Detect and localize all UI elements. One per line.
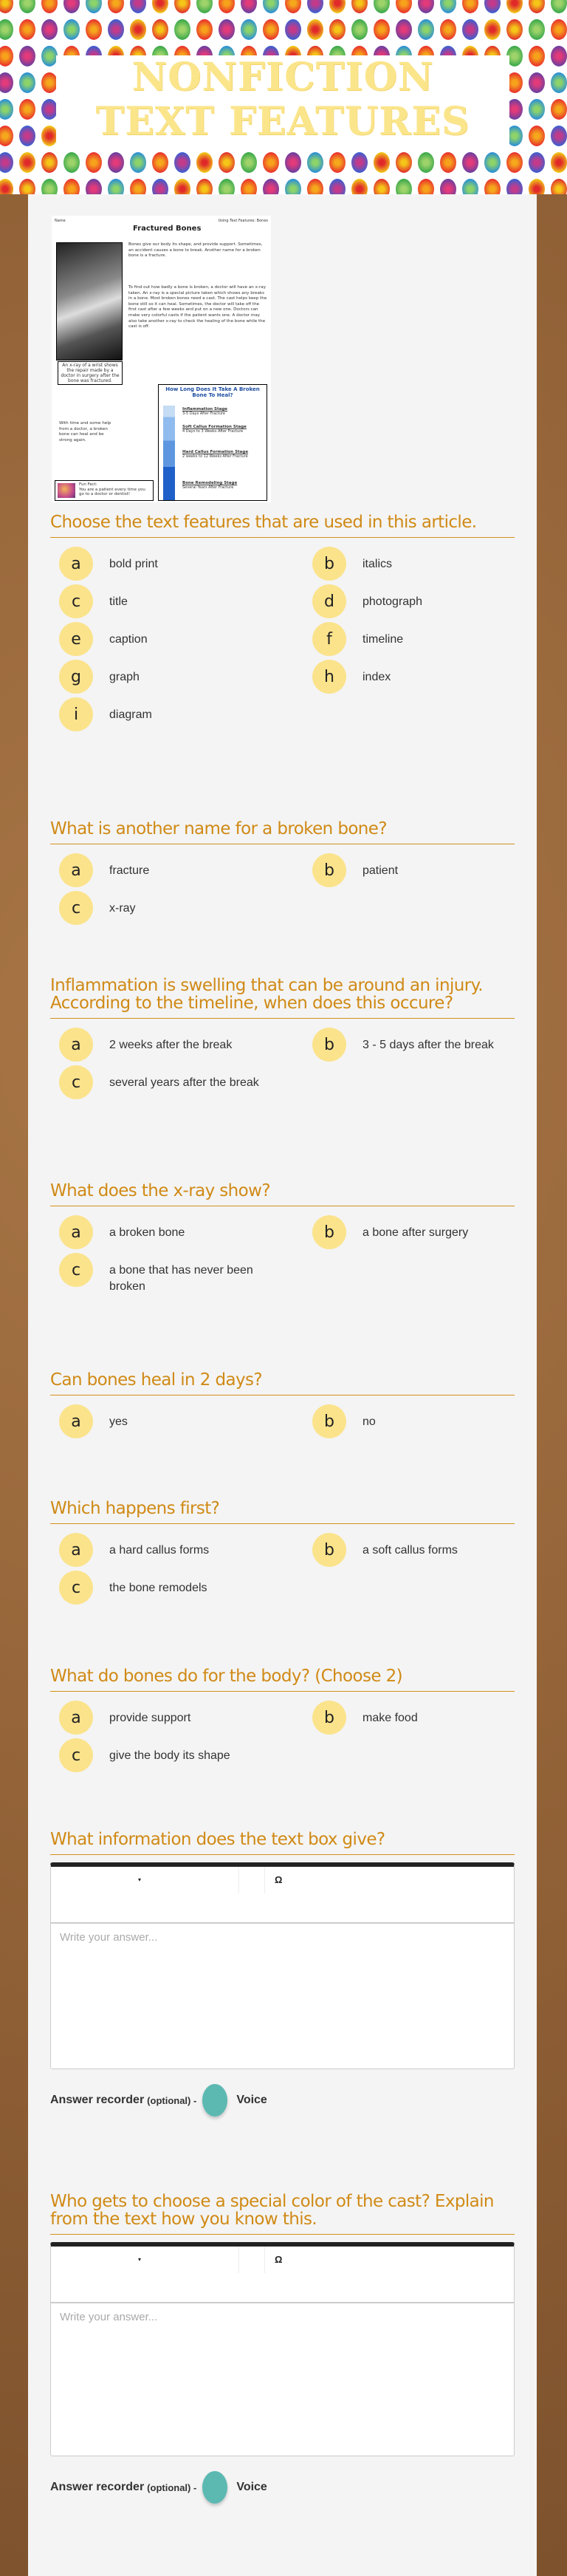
dot — [152, 0, 168, 13]
dot — [130, 152, 146, 173]
option-letter: g — [59, 660, 93, 694]
dot — [174, 19, 190, 40]
timeline-stage: Inflammation Stage 3-5 Days After Fracture — [182, 407, 228, 416]
option-letter: a — [59, 1533, 93, 1567]
option-letter: c — [59, 1253, 93, 1287]
option-text: patient — [362, 864, 399, 877]
dot — [0, 126, 13, 146]
question-title: Choose the text features that are used in this article. — [50, 513, 515, 538]
title-line-1: NONFICTION — [131, 55, 434, 100]
option-letter: i — [59, 697, 93, 731]
answer-option-a[interactable] — [59, 1701, 312, 1735]
question-title: Who gets to choose a special color of the cast? Explain from the text how you know this. — [50, 2193, 515, 2235]
dot — [263, 19, 279, 40]
answer-placeholder: Write your answer... — [60, 2311, 158, 2323]
dot — [41, 99, 58, 120]
question-2 — [50, 820, 515, 925]
question-title: What information does the text box give? — [50, 1831, 515, 1855]
dot — [63, 19, 80, 40]
answer-option-b[interactable] — [312, 547, 523, 581]
worksheet-subtitle: Using Text Features: Bones — [218, 219, 268, 223]
dot — [108, 152, 124, 173]
dot — [418, 179, 434, 194]
dot — [263, 152, 279, 173]
dot — [196, 19, 213, 40]
dot — [462, 19, 478, 40]
dot — [63, 179, 80, 194]
editor-toolbar — [51, 2247, 514, 2303]
option-text: x-ray — [109, 902, 136, 915]
dot — [506, 152, 523, 173]
answer-option-h[interactable] — [312, 660, 523, 694]
option-letter: a — [59, 1404, 93, 1438]
dot — [329, 0, 346, 13]
dot — [41, 179, 58, 194]
answer-recorder — [50, 2471, 515, 2504]
dot — [551, 152, 567, 173]
recorder-label: Answer recorder — [50, 2481, 145, 2493]
option-text: 2 weeks after the break — [109, 1039, 233, 1051]
option-letter: c — [59, 891, 93, 925]
dot — [152, 19, 168, 40]
question-4 — [50, 1182, 515, 1295]
option-letter: h — [312, 660, 346, 694]
question-title: Which happens first? — [50, 1500, 515, 1524]
dot — [0, 19, 13, 40]
dot — [440, 179, 456, 194]
open-question-2 — [50, 2193, 515, 2504]
dot — [351, 152, 368, 173]
chevron-down-icon: ▾ — [138, 1876, 142, 1883]
option-text: a hard callus forms — [109, 1544, 210, 1557]
voice-label: Voice — [236, 2094, 267, 2106]
option-letter: a — [59, 853, 93, 887]
answer-editor — [50, 2242, 515, 2456]
timeline-stage: Soft Callus Formation Stage 4 Days to 3 Weeks After Fracture — [182, 425, 247, 434]
dot — [462, 0, 478, 13]
dot — [196, 152, 213, 173]
question-title: What is another name for a broken bone? — [50, 820, 515, 844]
option-text: a bone that has never been broken — [109, 1264, 253, 1293]
editor-toolbar — [51, 1867, 514, 1924]
dot — [41, 0, 58, 13]
option-text: give the body its shape — [109, 1749, 230, 1762]
option-text: several years after the break — [109, 1076, 259, 1089]
dot — [484, 179, 501, 194]
recorder-optional: (optional) - — [147, 2481, 197, 2493]
answer-option-a[interactable] — [59, 547, 312, 581]
answer-option-c[interactable] — [59, 584, 312, 618]
question-title: Inflammation is swelling that can be around an injury. According to the timeline, when does this occure? — [50, 977, 515, 1019]
dot — [462, 152, 478, 173]
answer-option-a[interactable] — [59, 1533, 312, 1567]
question-3 — [50, 977, 515, 1099]
dot — [440, 19, 456, 40]
voice-label: Voice — [236, 2481, 267, 2493]
option-text: fracture — [109, 864, 150, 877]
option-text: the bone remodels — [109, 1582, 207, 1594]
dot — [307, 0, 323, 13]
option-text: caption — [109, 633, 148, 646]
dot — [86, 179, 102, 194]
option-text: make food — [362, 1712, 418, 1724]
dot — [351, 0, 368, 13]
dot — [329, 19, 346, 40]
name-label: Name — [55, 219, 66, 223]
dot — [551, 0, 567, 13]
dot — [551, 19, 567, 40]
dot — [307, 152, 323, 173]
option-letter: b — [312, 547, 346, 581]
answer-option-b[interactable] — [312, 1701, 523, 1735]
question-5 — [50, 1371, 515, 1438]
page-title — [56, 55, 509, 148]
dot — [285, 179, 301, 194]
dot — [174, 0, 190, 13]
answer-option-b[interactable] — [312, 1404, 523, 1438]
dot — [41, 46, 58, 66]
answer-textarea[interactable] — [51, 1924, 514, 2068]
special-character-button[interactable]: Ω — [275, 1874, 283, 1885]
dot — [529, 99, 545, 120]
special-character-button[interactable]: Ω — [275, 2254, 283, 2265]
dot — [0, 99, 13, 120]
dot — [219, 0, 235, 13]
answer-option-f[interactable] — [312, 622, 523, 656]
option-text: title — [109, 595, 128, 608]
dot — [241, 19, 257, 40]
dot — [219, 19, 235, 40]
answer-option-c[interactable] — [59, 1253, 312, 1295]
answer-placeholder: Write your answer... — [60, 1931, 158, 1944]
option-letter: c — [59, 584, 93, 618]
dot — [174, 179, 190, 194]
dot — [351, 19, 368, 40]
dot — [0, 179, 13, 194]
dot — [108, 19, 124, 40]
option-letter: b — [312, 1404, 346, 1438]
timeline-title: How Long Does It Take A Broken Bone To Heal? — [165, 386, 260, 398]
dot — [41, 19, 58, 40]
dot — [86, 19, 102, 40]
option-letter: a — [59, 1028, 93, 1062]
answer-option-d[interactable] — [312, 584, 523, 618]
title-line-2: TEXT FEATURES — [95, 99, 470, 144]
format-dropdown[interactable] — [51, 1867, 239, 1893]
dot — [241, 0, 257, 13]
record-voice-button[interactable] — [202, 2471, 227, 2504]
timeline-bar — [163, 406, 175, 500]
dot — [329, 179, 346, 194]
chevron-down-icon: ▾ — [138, 2256, 142, 2263]
xray-photo — [56, 242, 123, 361]
option-letter: b — [312, 1701, 346, 1735]
dot — [529, 19, 545, 40]
dot — [551, 46, 567, 66]
answer-option-a[interactable] — [59, 1215, 312, 1249]
dot — [19, 19, 35, 40]
dot — [108, 0, 124, 13]
dot — [41, 152, 58, 173]
dot — [529, 179, 545, 194]
option-text: index — [362, 671, 391, 683]
option-letter: c — [59, 1571, 93, 1605]
dot — [19, 179, 35, 194]
dot — [219, 152, 235, 173]
dot — [484, 19, 501, 40]
dot — [219, 179, 235, 194]
answer-option-i[interactable] — [59, 697, 312, 731]
answer-option-g[interactable] — [59, 660, 312, 694]
dot — [130, 179, 146, 194]
dot — [506, 0, 523, 13]
dot — [196, 179, 213, 194]
dot — [152, 152, 168, 173]
dot — [285, 0, 301, 13]
dot — [396, 19, 412, 40]
fun-fact-box: Fun Fact: You are a patient every time you go to a doctor or dentist! — [55, 480, 154, 501]
dot — [307, 179, 323, 194]
question-6 — [50, 1500, 515, 1605]
dot — [0, 72, 13, 93]
format-dropdown[interactable] — [51, 2247, 239, 2273]
dot — [63, 0, 80, 13]
answer-option-b[interactable] — [312, 1533, 523, 1567]
option-text: yes — [109, 1415, 128, 1428]
dot — [551, 179, 567, 194]
dot — [263, 0, 279, 13]
answer-option-c[interactable] — [59, 1065, 312, 1099]
answer-option-a[interactable] — [59, 1028, 312, 1062]
option-letter: b — [312, 853, 346, 887]
dot — [130, 19, 146, 40]
answer-option-b[interactable] — [312, 853, 523, 887]
option-text: diagram — [109, 708, 152, 721]
answer-option-e[interactable] — [59, 622, 312, 656]
option-text: 3 - 5 days after the break — [362, 1039, 494, 1051]
question-title: What do bones do for the body? (Choose 2) — [50, 1667, 515, 1692]
option-text: provide support — [109, 1712, 191, 1724]
dot — [307, 19, 323, 40]
option-text: graph — [109, 671, 140, 683]
answer-recorder — [50, 2084, 515, 2117]
dot — [241, 179, 257, 194]
option-text: no — [362, 1415, 376, 1428]
dot — [551, 72, 567, 93]
dot — [152, 179, 168, 194]
dot — [484, 152, 501, 173]
option-letter: b — [312, 1533, 346, 1567]
dot — [418, 0, 434, 13]
dot — [396, 0, 412, 13]
dot — [174, 152, 190, 173]
option-text: bold print — [109, 558, 158, 570]
answer-option-c[interactable] — [59, 1738, 312, 1772]
option-text: a broken bone — [109, 1226, 185, 1239]
open-question-1 — [50, 1831, 515, 2117]
recorder-label: Answer recorder — [50, 2094, 145, 2106]
paragraph-3: With time and some help from a doctor, a broken bone can heal and be strong again. — [59, 421, 111, 443]
dot — [506, 179, 523, 194]
record-voice-button[interactable] — [202, 2084, 227, 2117]
option-letter: b — [312, 1028, 346, 1062]
dot — [529, 72, 545, 93]
dot — [551, 126, 567, 146]
option-letter: a — [59, 1215, 93, 1249]
paragraph-2: To find out how badly a bone is broken, a doctor will have an x-ray taken. An x-ray is a special picture taken which shows any breaks in a bone. Most broken bones need a cast. The cast helps keep the bone still so it can heal. Sometimes, the doctor will take off the first cast after a few weeks and put on a new one. Doctors can make very colorful casts if the patient wants one. A doctor may also take another x-ray to check the healing of the bone while the cast is off. — [128, 285, 267, 329]
dot — [130, 0, 146, 13]
answer-editor — [50, 1862, 515, 2069]
dot — [41, 72, 58, 93]
dot — [0, 0, 13, 13]
dot — [285, 152, 301, 173]
dot — [19, 46, 35, 66]
dot — [285, 19, 301, 40]
dot — [241, 152, 257, 173]
dot — [19, 99, 35, 120]
dot — [196, 0, 213, 13]
paragraph-1: Bones give our body its shape, and provide support. Sometimes, an accident causes a bone to break. Another name for a broken bone is a fracture. — [128, 242, 263, 259]
dot — [19, 152, 35, 173]
option-letter: a — [59, 547, 93, 581]
dot — [396, 179, 412, 194]
dot — [440, 152, 456, 173]
option-text: timeline — [362, 633, 404, 646]
option-letter: c — [59, 1065, 93, 1099]
question-1 — [50, 513, 515, 731]
dot — [551, 99, 567, 120]
dot — [484, 0, 501, 13]
dot — [529, 46, 545, 66]
dot — [329, 152, 346, 173]
dot — [418, 19, 434, 40]
dot — [86, 0, 102, 13]
dot — [63, 152, 80, 173]
dot — [19, 0, 35, 13]
dot — [374, 152, 390, 173]
dot — [19, 126, 35, 146]
answer-option-b[interactable] — [312, 1215, 523, 1249]
dot — [0, 152, 13, 173]
healing-timeline — [158, 384, 267, 501]
header-banner — [0, 0, 567, 194]
dot — [263, 179, 279, 194]
dot — [418, 152, 434, 173]
dot — [0, 46, 13, 66]
timeline-stage: Hard Callus Formation Stage 2 weeks to 12 Weeks After Fracture — [182, 450, 249, 459]
answer-option-c[interactable] — [59, 891, 312, 925]
option-letter: b — [312, 1215, 346, 1249]
answer-option-c[interactable] — [59, 1571, 312, 1605]
dot — [374, 0, 390, 13]
kids-clipart-icon — [58, 483, 75, 498]
dot — [374, 179, 390, 194]
dot — [529, 126, 545, 146]
dot — [462, 179, 478, 194]
dot — [396, 152, 412, 173]
option-text: italics — [362, 558, 393, 570]
dot — [86, 152, 102, 173]
option-letter: a — [59, 1701, 93, 1735]
option-letter: c — [59, 1738, 93, 1772]
dot — [41, 126, 58, 146]
question-title: What does the x-ray show? — [50, 1182, 515, 1206]
dot — [351, 179, 368, 194]
answer-textarea[interactable] — [51, 2303, 514, 2456]
toolbar-button[interactable] — [239, 1867, 265, 1893]
option-letter: f — [312, 622, 346, 656]
option-letter: d — [312, 584, 346, 618]
option-text: a soft callus forms — [362, 1544, 458, 1557]
answer-option-a[interactable] — [59, 1404, 312, 1438]
worksheet-title: Fractured Bones — [133, 225, 202, 233]
answer-option-b[interactable] — [312, 1028, 523, 1062]
dot — [529, 0, 545, 13]
worksheet-image — [52, 216, 271, 502]
dot — [506, 19, 523, 40]
dot — [440, 0, 456, 13]
timeline-stage: Bone Remodeling Stage Several Years After Fracture — [182, 481, 238, 490]
question-title: Can bones heal in 2 days? — [50, 1371, 515, 1395]
recorder-optional: (optional) - — [147, 2094, 197, 2106]
xray-caption: An x-ray of a wrist shows the repair made by a doctor in surgery after the bone was fractured. — [58, 361, 123, 385]
dot — [529, 152, 545, 173]
answer-option-a[interactable] — [59, 853, 312, 887]
dot — [374, 19, 390, 40]
option-text: photograph — [362, 595, 422, 608]
toolbar-button[interactable] — [239, 2247, 265, 2273]
option-text: a bone after surgery — [362, 1226, 469, 1239]
dot — [108, 179, 124, 194]
question-7 — [50, 1667, 515, 1772]
dot — [19, 72, 35, 93]
option-letter: e — [59, 622, 93, 656]
